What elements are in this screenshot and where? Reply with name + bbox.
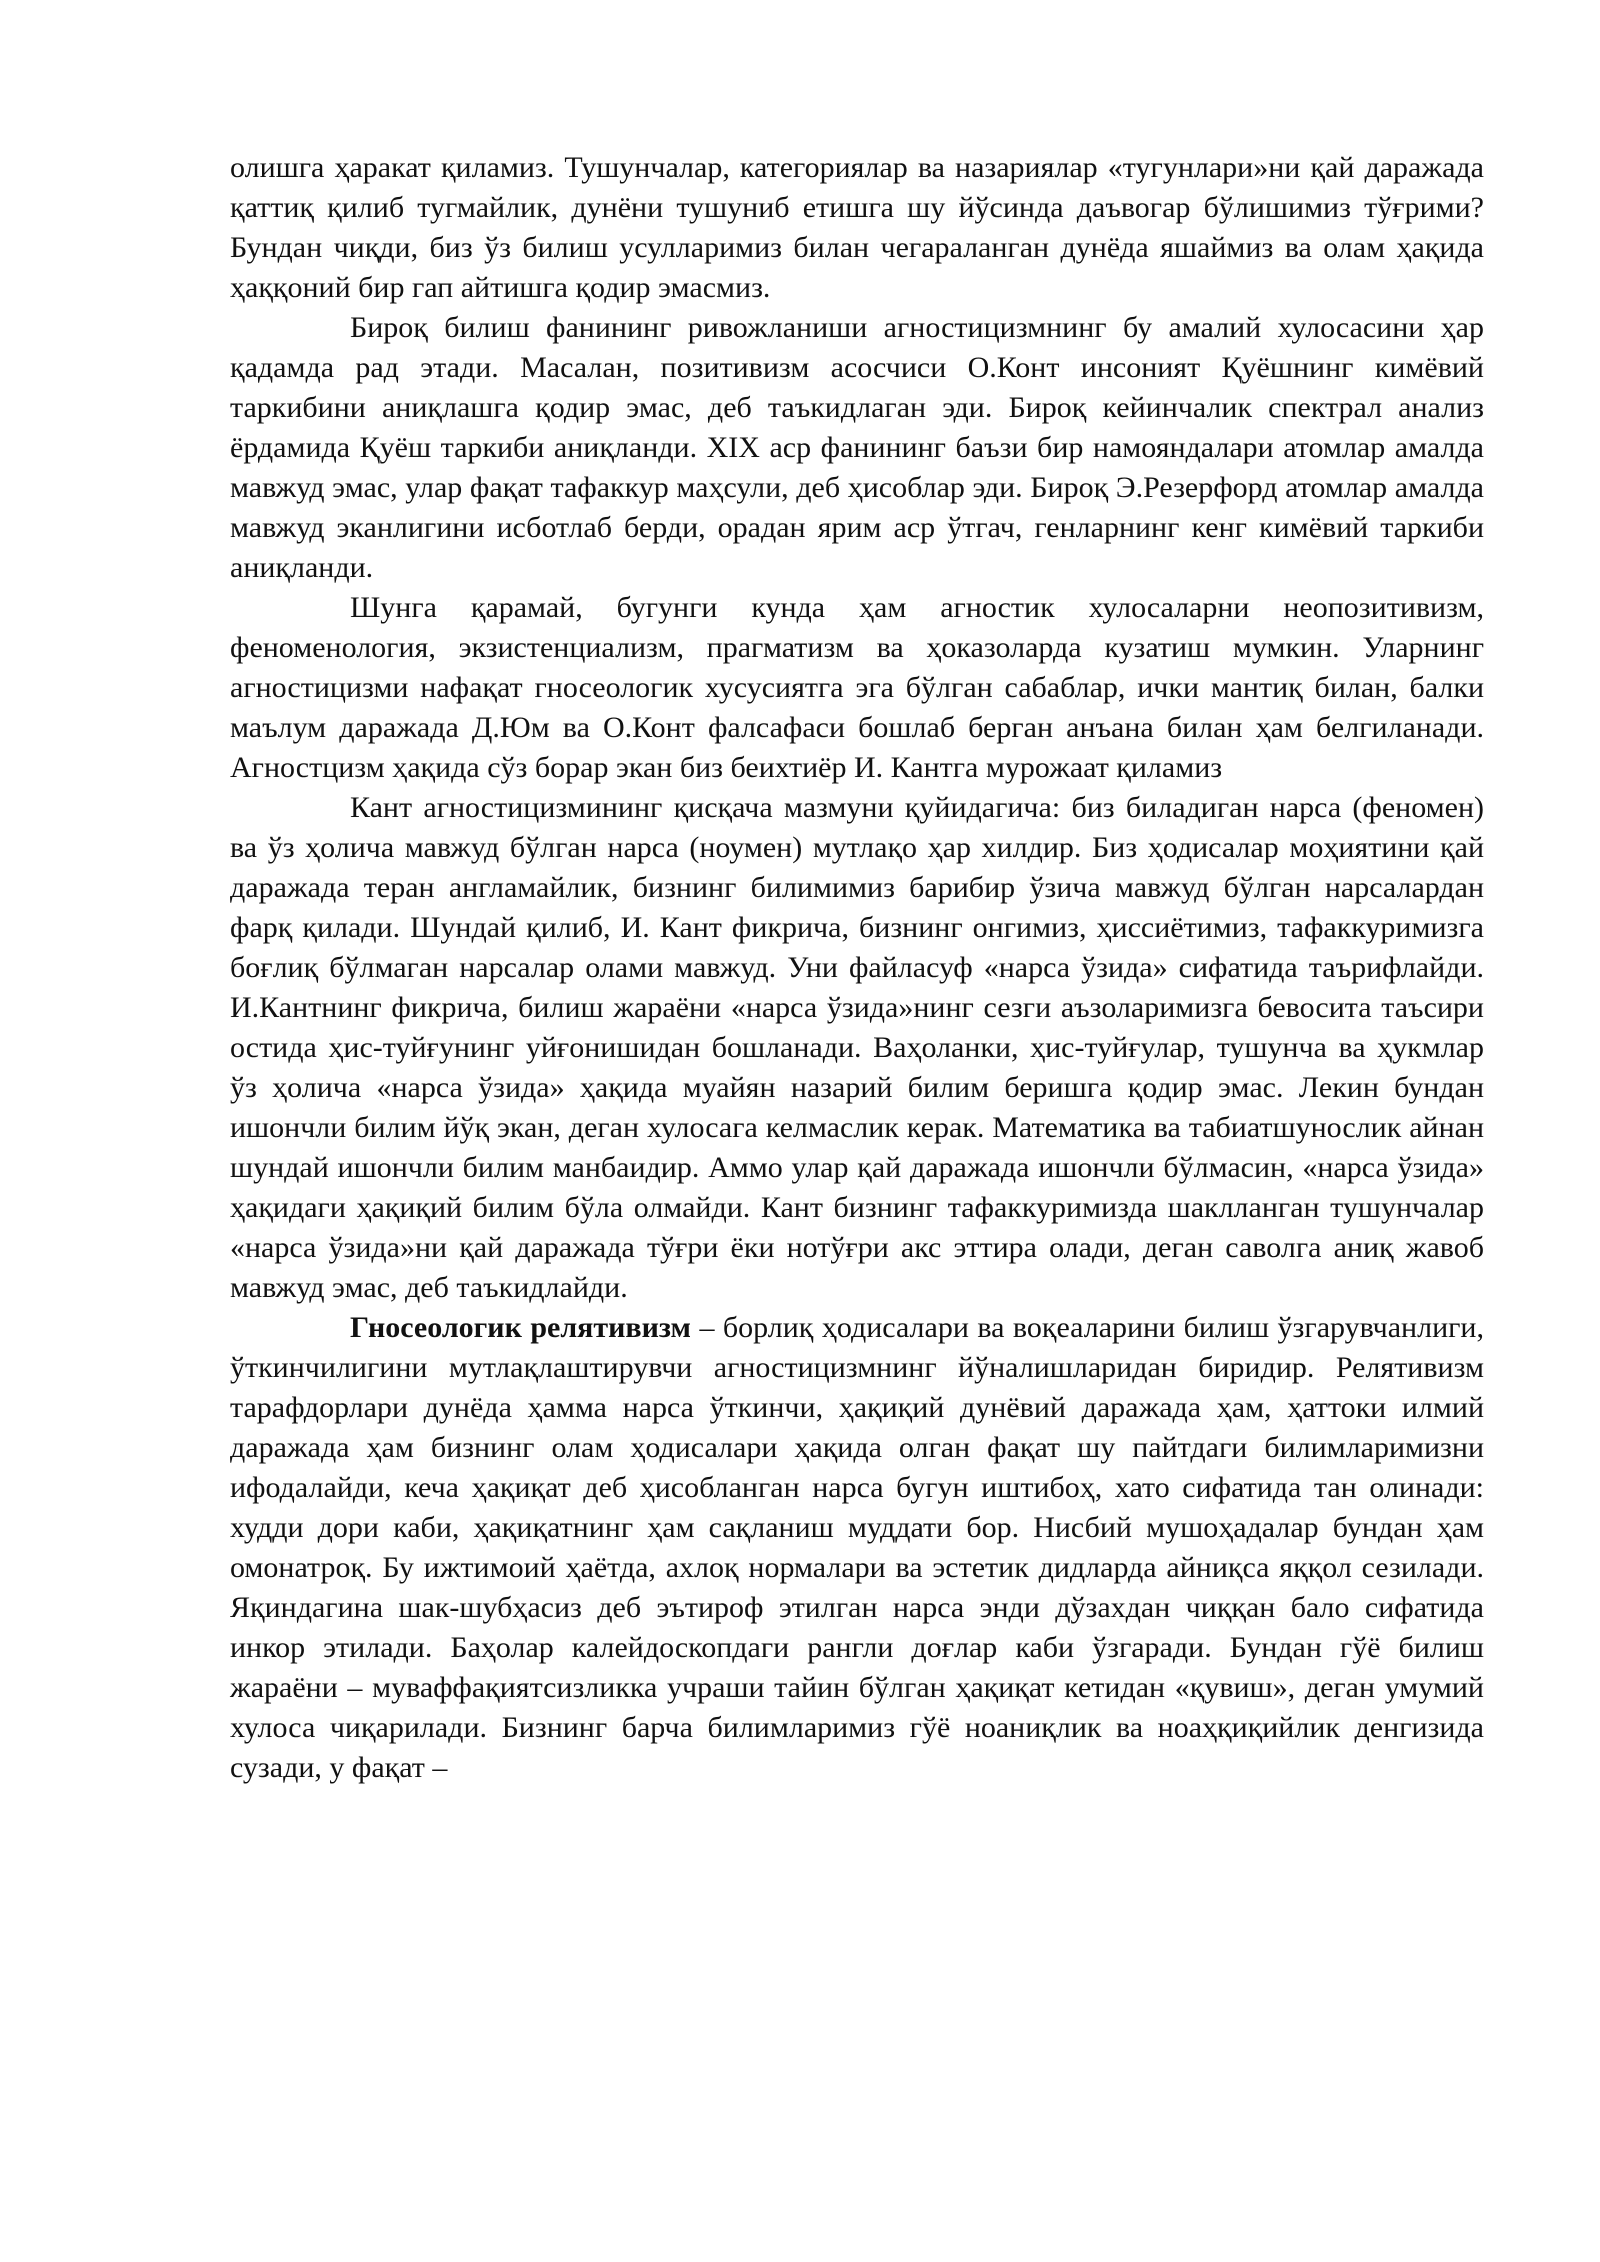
paragraph-3: Шунга қарамай, бугунги кунда ҳам агностик хулосаларни неопозитивизм, феноменология, экзистенциализм, прагматизм ва ҳоказоларда кузатиш мумкин. Уларнинг агностицизми нафақат гносеологик хусусиятга эга бўлган сабаблар, ички мантиқ билан, балки маълум даражада Д.Юм ва О.Конт фалсафаси бошлаб берган анъана билан ҳам белгиланади. Агностцизм ҳақида сўз борар экан биз беихтиёр И. Кантга мурожаат қиламиз — [230, 591, 1484, 784]
paragraph-2: Бироқ билиш фанининг ривожланиши агностицизмнинг бу амалий хулосасини ҳар қадамда рад этади. Масалан, позитивизм асосчиси О.Конт инсоният Қуёшнинг кимёвий таркибини аниқлашга қодир эмас, деб таъкидлаган эди. Бироқ кейинчалик спектрал анализ ёрдамида Қуёш таркиби аниқланди. XIX аср фанининг баъзи бир намояндалари атомлар амалда мавжуд эмас, улар фақат тафаккур маҳсули, деб ҳисоблар эди. Бироқ Э.Резерфорд атомлар амалда мавжуд эканлигини исботлаб берди, орадан ярим аср ўтгач, генларнинг кенг кимёвий таркиби аниқланди. — [230, 311, 1484, 584]
term-gnoseological-relativism: Гносеологик релятивизм — [350, 1311, 691, 1344]
paragraph-1: олишга ҳаракат қиламиз. Тушунчалар, категориялар ва назариялар «тугунлари»ни қай даражада қаттиқ қилиб тугмайлик, дунёни тушуниб етишга шу йўсинда даъвогар бўлишимиз тўғрими? Бундан чиқди, биз ўз билиш усулларимиз билан чегараланган дунёда яшаймиз ва олам ҳақида ҳаққоний бир гап айтишга қодир эмасмиз. — [230, 151, 1484, 304]
paragraph-5-text: – борлиқ ҳодисалари ва воқеаларини билиш ўзгарувчанлиги, ўткинчилигини мутлақлаштирувчи агностицизмнинг йўналишларидан биридир. Релятивизм тарафдорлари дунёда ҳамма нарса ўткинчи, ҳақиқий дунёвий даражада ҳам, ҳаттоки илмий даражада ҳам бизнинг олам ҳодисалари ҳақида олган фақат шу пайтдаги билимларимизни ифодалайди, кеча ҳақиқат деб ҳисобланган нарса бугун иштибоҳ, хато сифатида тан олинади: худди дори каби, ҳақиқатнинг ҳам сақланиш муддати бор. Нисбий мушоҳадалар бундан ҳам омонатроқ. Бу ижтимоий ҳаётда, ахлоқ нормалари ва эстетик дидларда айниқса яққол сезилади. Яқиндагина шак-шубҳасиз деб эътироф этилган нарса энди дўзахдан чиққан бало сифатида инкор этилади. Баҳолар калейдоскопдаги рангли доғлар каби ўзгаради. Бундан гўё билиш жараёни – муваффақиятсизликка учраши тайин бўлган ҳақиқат кетидан «қувиш», деган умумий хулоса чиқарилади. Бизнинг барча билимларимиз гўё ноаниқлик ва ноаҳқиқийлик денгизида сузади, у фақат – — [230, 1311, 1484, 1784]
paragraph-4: Кант агностицизмининг қисқача мазмуни қуйидагича: биз биладиган нарса (феномен) ва ўз ҳолича мавжуд бўлган нарса (ноумен) мутлақо ҳар хилдир. Биз ҳодисалар моҳиятини қай даражада теран англамайлик, бизнинг билимимиз барибир ўзича мавжуд бўлган нарсалардан фарқ қилади. Шундай қилиб, И. Кант фикрича, бизнинг онгимиз, ҳиссиётимиз, тафаккуримизга боғлиқ бўлмаган нарсалар олами мавжуд. Уни файласуф «нарса ўзида» сифатида таърифлайди. И.Кантнинг фикрича, билиш жараёни «нарса ўзида»нинг сезги аъзоларимизга бевосита таъсири остида ҳис-туйғунинг уйғонишидан бошланади. Ваҳоланки, ҳис-туйғулар, тушунча ва ҳукмлар ўз ҳолича «нарса ўзида» ҳақида муайян назарий билим беришга қодир эмас. Лекин бундан ишончли билим йўқ экан, деган хулосага келмаслик керак. Математика ва табиатшунослик айнан шундай ишончли билим манбаидир. Аммо улар қай даражада ишончли бўлмасин, «нарса ўзида» ҳақидаги ҳақиқий билим бўла олмайди. Кант бизнинг тафаккуримизда шаклланган тушунчалар «нарса ўзида»ни қай даражада тўғри ёки нотўғри акс эттира олади, деган саволга аниқ жавоб мавжуд эмас, деб таъкидлайди. — [230, 791, 1484, 1304]
document-body — [230, 148, 1484, 1788]
paragraph-5 — [230, 1308, 1484, 1788]
